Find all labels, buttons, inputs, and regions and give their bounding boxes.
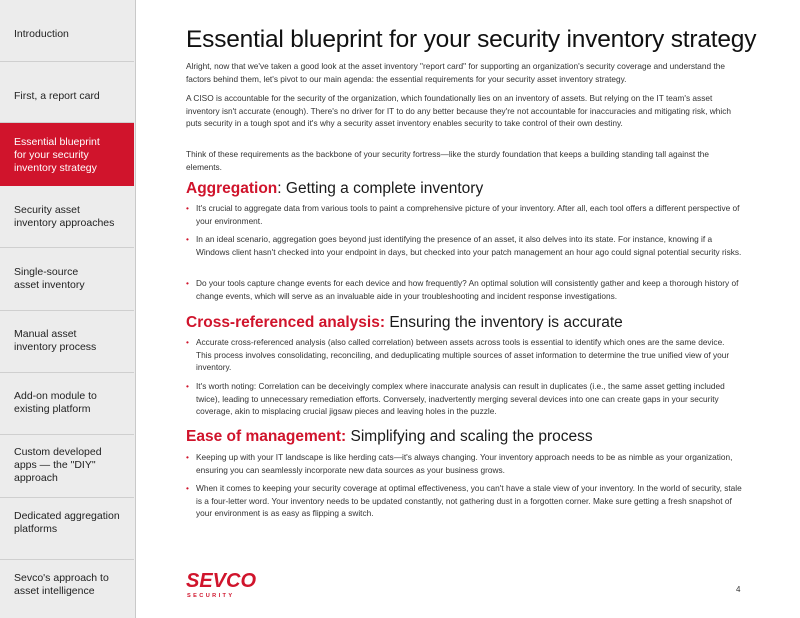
sidebar-item-manual-process[interactable]: Manual asset inventory process — [0, 311, 134, 373]
bullet-dot-icon: • — [186, 452, 189, 462]
bullet-item: • It's worth noting: Correlation can be deceivingly complex where inaccurate analysis can result in duplicates (i.e., the same asset getting included twice), leading to unnecessary remediation efforts. Conversely, inadvertently merging several devices into one can create gaps in your security coverage, akin to misplacing crucial jigsaw pieces and leaving holes in the puzzle. — [186, 381, 725, 417]
bullet-item: • Do your tools capture change events for each device and how frequently? An optimal solution will consistently gather and keep a thorough history of change events, which will serve as an invaluable aide in your troubleshooting and incident response investigations. — [186, 278, 739, 301]
bullet-dot-icon: • — [186, 483, 189, 493]
sevco-logo — [186, 568, 257, 607]
sidebar-item-sevco-approach[interactable]: Sevco's approach to asset intelligence — [14, 572, 109, 597]
sidebar-item-introduction[interactable]: Introduction — [0, 0, 134, 62]
bullet-item: • It's crucial to aggregate data from various tools to paint a comprehensive picture of your inventory. After all, each tool offers a different perspective of your environment. — [186, 203, 740, 226]
page-title: Essential blueprint for your security inventory strategy — [186, 26, 757, 53]
sidebar-item-essential-blueprint[interactable]: Essential blueprint for your security inventory strategy — [0, 123, 134, 186]
bullet-dot-icon: • — [186, 381, 189, 391]
bullet-dot-icon: • — [186, 337, 189, 347]
bullet-dot-icon: • — [186, 234, 189, 244]
intro-paragraph: A CISO is accountable for the security of the organization, which foundationally lies on an inventory of assets. But relying on the IT team's asset inventory isn't accurate (enough). There's no driver for IT to do any better because they're not accountable for inaccuracies and mitigating risk, which puts security in a tough spot and it's why a security asset inventory enables security to take control of their own destiny. — [186, 93, 731, 129]
sidebar-nav — [0, 0, 136, 618]
sidebar-item-report-card[interactable]: First, a report card — [0, 62, 134, 123]
bullet-item: • Accurate cross-referenced analysis (also called correlation) between assets across tools is essential to identify which ones are the same device. This process involves consolidating, reconciling, and deduplicating multiple sources of asset information to determine the true unified view of your inventory. — [186, 337, 730, 373]
logo-subtitle: SECURITY — [187, 593, 235, 599]
section-heading-aggregation: Aggregation: Getting a complete inventory — [186, 180, 484, 197]
intro-paragraph: Think of these requirements as the backbone of your security fortress—like the sturdy foundation that keeps a building standing tall against the elements. — [186, 149, 710, 172]
bullet-dot-icon: • — [186, 278, 189, 288]
bullet-item: • Keeping up with your IT landscape is like herding cats—it's always changing. Your inventory approach needs to be as nimble as your organization, ensuring you can seamlessly incorporate new data sources as your business grows. — [186, 452, 733, 475]
sidebar-item-single-source[interactable]: Single-source asset inventory — [0, 248, 134, 311]
page-number: 4 — [736, 585, 741, 594]
sidebar-item-add-on-module[interactable]: Add-on module to existing platform — [0, 373, 134, 435]
sidebar-item-inventory-approaches[interactable]: Security asset inventory approaches — [0, 186, 134, 248]
intro-paragraph: Alright, now that we've taken a good look at the asset inventory "report card" for supporting an organization's security coverage and understand the factors behind them, let's pivot to our main agenda: the essential requirements for your security asset inventory strategy. — [186, 61, 725, 84]
sidebar-item-dedicated-aggregation[interactable]: Dedicated aggregation platforms — [0, 498, 134, 560]
logo-wordmark: SEVCO — [186, 570, 257, 592]
sidebar-item-custom-apps[interactable]: Custom developed apps — the "DIY" approach — [0, 435, 134, 498]
bullet-item: • When it comes to keeping your security coverage at optimal effectiveness, you can't have a stale view of your inventory. In the world of security, stale is a four-letter word. Your inventory needs to be updated constantly, not gathering dust in a forgotten corner. Make sure getting a fresh snapshot of your environment is as easy as flipping a switch. — [186, 483, 742, 519]
bullet-item: • In an ideal scenario, aggregation goes beyond just identifying the presence of an asset, it also delves into its state. For instance, knowing if a Windows client hasn't checked into your endpoint in days, but checked into your patch management an hour ago could signal potential security risks. — [186, 234, 742, 257]
bullet-dot-icon: • — [186, 203, 189, 213]
section-heading-cross-referenced: Cross-referenced analysis: Ensuring the inventory is accurate — [186, 314, 623, 331]
section-heading-ease-of-management: Ease of management: Simplifying and scaling the process — [186, 428, 593, 445]
